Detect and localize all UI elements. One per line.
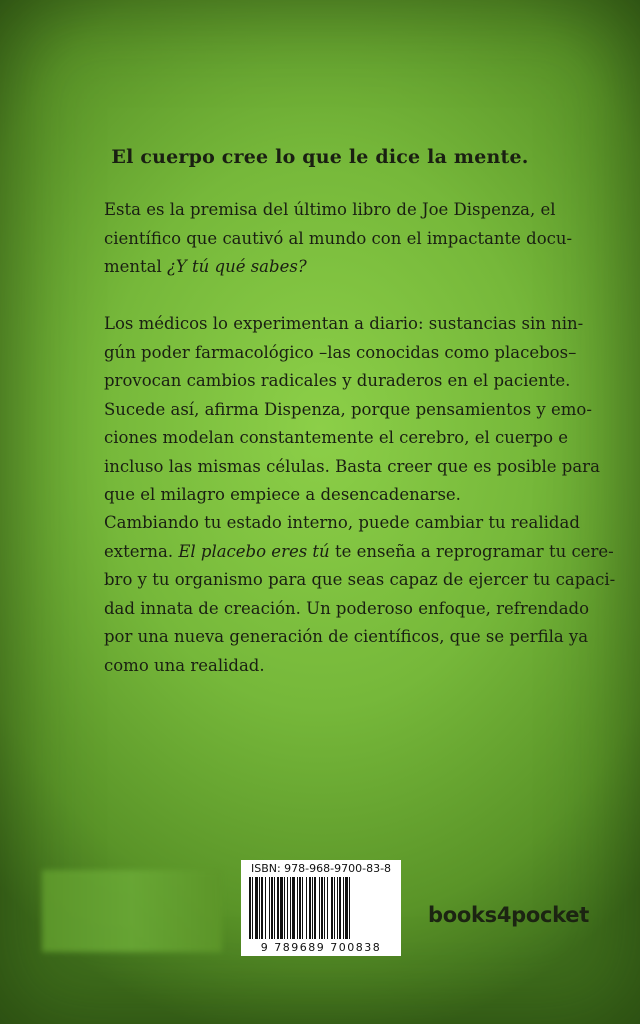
tagline: El cuerpo cree lo que le dice la mente.	[111, 146, 529, 168]
paragraph-line: científico que cautivó al mundo con el impactante docu-	[104, 228, 573, 248]
paragraph-3	[104, 509, 616, 680]
barcode-bars-icon	[247, 877, 395, 939]
paragraph-line: Cambiando tu estado interno, puede cambiar tu realidad	[104, 513, 580, 532]
paragraph-line: Esta es la premisa del último libro de Joe Dispenza, el	[104, 200, 556, 219]
paragraph-line: que el milagro empiece a desencadenarse.	[104, 485, 461, 504]
barcode-digits: 9 789689 700838	[260, 941, 382, 954]
publisher-logo: books4pocket	[428, 903, 589, 927]
paragraph-line-suffix: te enseña a reprogramar tu cere-	[329, 541, 614, 561]
paragraph-line: bro y tu organismo para que seas capaz de ejercer tu capaci-	[104, 570, 616, 589]
paragraph-1	[104, 196, 573, 282]
isbn-barcode	[241, 860, 401, 956]
documentary-title: ¿Y tú qué sabes?	[167, 257, 307, 276]
paragraph-line: por una nueva generación de científicos, que se perfila ya	[104, 627, 589, 646]
book-title: El placebo eres tú	[178, 541, 330, 561]
paragraph-line: dad innata de creación. Un poderoso enfoque, refrendado	[104, 598, 590, 618]
paragraph-line: incluso las mismas células. Basta creer que es posible para	[104, 456, 600, 476]
paragraph-line: Sucede así, afirma Dispenza, porque pensamientos y emo-	[104, 399, 592, 419]
paragraph-line: Los médicos lo experimentan a diario: sustancias sin nin-	[104, 314, 584, 333]
blurred-sticker	[42, 870, 222, 952]
paragraph-line: gún poder farmacológico –las conocidas como placebos–	[104, 342, 577, 362]
paragraph-line: provocan cambios radicales y duraderos en el paciente.	[104, 371, 571, 390]
paragraph-line	[104, 538, 614, 567]
paragraph-line-prefix: mental	[104, 257, 168, 276]
paragraph-line: ciones modelan constantemente el cerebro, el cuerpo e	[104, 428, 569, 447]
paragraph-line	[104, 253, 542, 282]
paragraph-2	[104, 310, 600, 510]
isbn-label: ISBN: 978-968-9700-83-8	[250, 862, 392, 875]
paragraph-line: como una realidad.	[104, 655, 265, 675]
paragraph-line-prefix: externa.	[104, 541, 179, 561]
